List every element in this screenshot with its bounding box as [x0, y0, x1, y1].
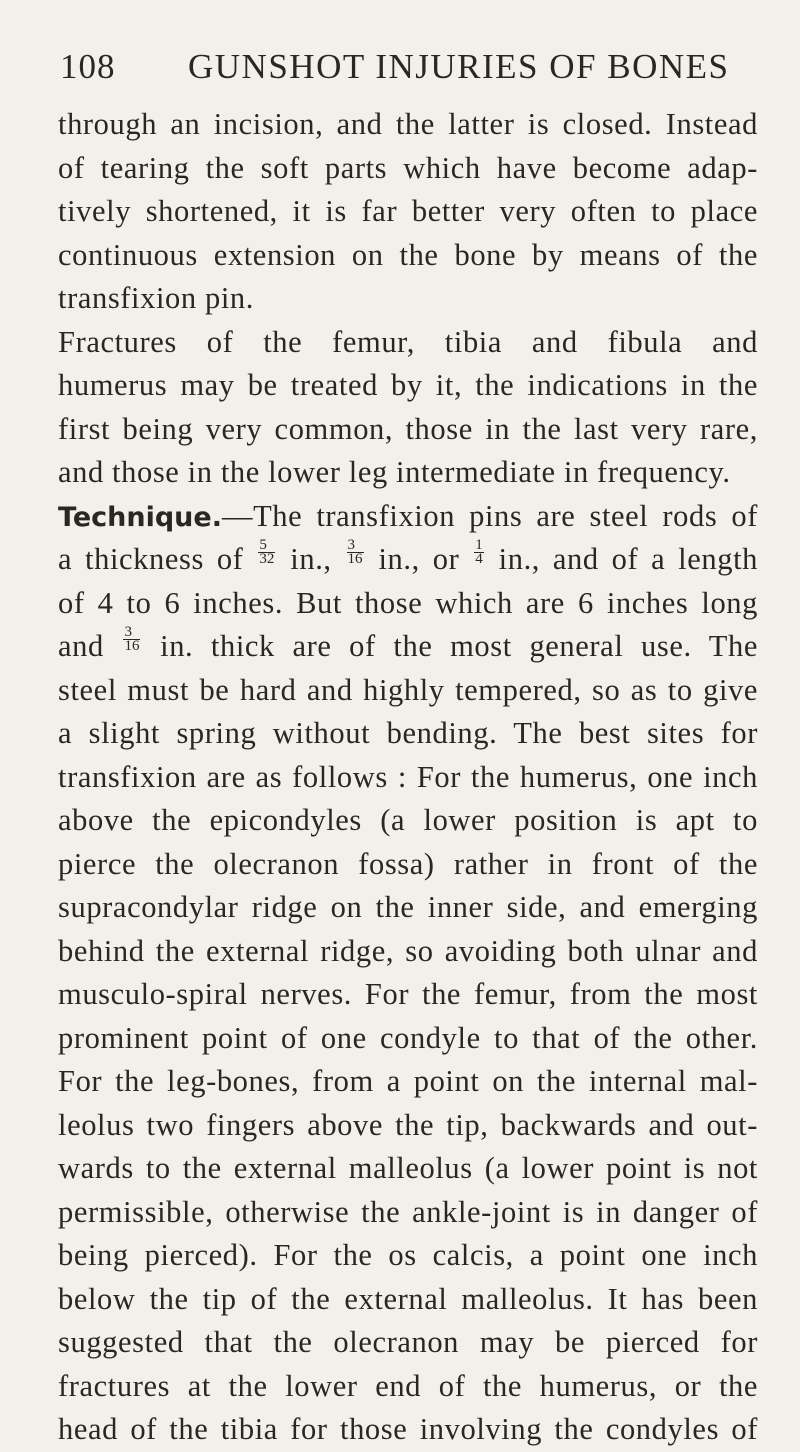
text-line: being pierced). For the os calcis, a point one inch [58, 1238, 758, 1272]
text-line: below the tip of the external malleolus. It has been [58, 1281, 758, 1316]
text-line: For the leg-bones, from a point on the internal mal- [58, 1064, 758, 1098]
fraction-numerator: 1 [475, 537, 483, 553]
text-segment: in., [290, 542, 332, 576]
text-line: tively shortened, it is far better very often to place [58, 194, 758, 228]
text-line: of 4 to 6 inches. But those which are 6 inches long [58, 585, 758, 620]
text-line: supracondylar ridge on the inner side, and emerging [58, 890, 758, 924]
fraction-numerator: 5 [258, 539, 275, 553]
text-line: a slight spring without bending. The best sites for [58, 716, 758, 750]
text-line: prominent point of one condyle to that of the other. [58, 1020, 758, 1055]
text-segment: in., and of a length [498, 542, 759, 576]
fraction-numerator: 3 [347, 539, 364, 553]
text-segment: —The transfixion pins are steel rods of [221, 498, 758, 533]
text-line-fractions [58, 538, 758, 582]
page-header [60, 42, 750, 92]
text-segment: in. thick are of the most general use. The [160, 629, 758, 663]
text-segment: and [58, 629, 104, 663]
fraction-denominator: 16 [124, 638, 140, 654]
fraction [474, 539, 484, 566]
body-text [58, 103, 758, 1452]
text-line-technique [58, 495, 758, 539]
text-line: musculo-spiral nerves. For the femur, from the most [58, 977, 758, 1011]
text-line: first being very common, those in the last very rare, [58, 411, 758, 446]
text-line: pierce the olecranon fossa) rather in front of the [58, 846, 758, 881]
fraction-denominator: 16 [347, 551, 363, 567]
text-line: Fractures of the femur, tibia and fibula and [58, 324, 758, 359]
fraction-denominator: 32 [259, 551, 275, 567]
page-number: 108 [60, 47, 116, 86]
text-segment: in., or [378, 542, 460, 576]
text-segment: a thickness of [58, 542, 244, 576]
running-head: GUNSHOT INJURIES OF BONES [188, 47, 730, 86]
text-line: wards to the external malleolus (a lower point is not [58, 1151, 758, 1185]
fraction [258, 539, 275, 566]
fraction-denominator: 4 [475, 551, 483, 567]
text-line: transfixion are as follows : For the humerus, one inch [58, 759, 758, 794]
text-line: humerus may be treated by it, the indications in the [58, 368, 758, 402]
text-line: leolus two fingers above the tip, backwards and out- [58, 1107, 758, 1142]
text-line: and those in the lower leg intermediate in frequency. [58, 455, 731, 489]
text-line: of tearing the soft parts which have become adap- [58, 150, 758, 185]
text-line: steel must be hard and highly tempered, so as to give [58, 672, 758, 707]
text-line: suggested that the olecranon may be pierced for [58, 1325, 758, 1359]
text-line: permissible, otherwise the ankle-joint is in danger of [58, 1194, 758, 1229]
fraction [347, 539, 364, 566]
text-line: through an incision, and the latter is closed. Instead [58, 107, 758, 141]
text-line: transfixion pin. [58, 281, 254, 315]
fraction [123, 626, 140, 653]
text-line: fractures at the lower end of the humerus, or the [58, 1368, 758, 1403]
section-heading: Technique. [58, 501, 222, 533]
text-line: head of the tibia for those involving the condyles of [58, 1412, 758, 1446]
text-line: continuous extension on the bone by means of the [58, 237, 758, 272]
fraction-numerator: 3 [123, 626, 140, 640]
text-line: behind the external ridge, so avoiding both ulnar and [58, 933, 758, 968]
text-line: above the epicondyles (a lower position is apt to [58, 803, 758, 837]
text-line-fraction [58, 625, 758, 669]
